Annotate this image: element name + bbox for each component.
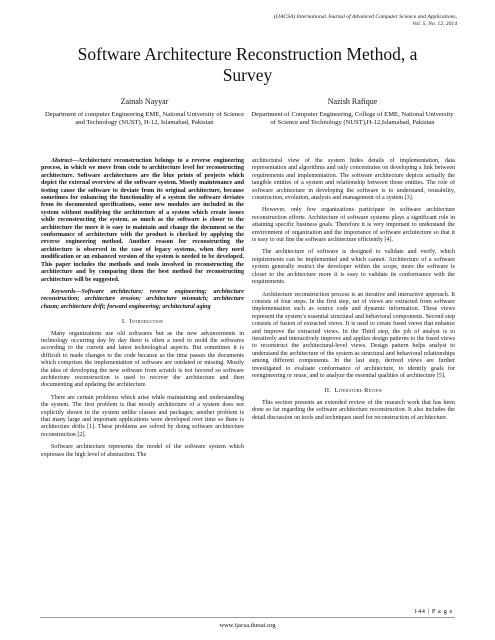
paper-title-line2: Survey (222, 65, 273, 85)
footer-divider (40, 617, 455, 618)
author-name: Zainab Nayyar (120, 97, 169, 106)
journal-volume: Vol. 5, No. 12, 2014 (412, 21, 457, 27)
keywords-text: Software architecture; reverse engineering; architecture reconstruction; architecture erosion; architecture mismatch; architecture chasm; architecture drift; forward engineering; architectural aging (41, 288, 244, 310)
left-column (41, 158, 244, 464)
page-number: 144 | P a g e (414, 608, 453, 615)
keywords-dash: — (75, 288, 82, 295)
author-block-2 (250, 98, 455, 128)
paper-title (40, 44, 455, 86)
author-name: Nazish Rafique (327, 97, 378, 106)
section-heading-introduction (41, 318, 244, 325)
abstract-dash: — (72, 158, 79, 164)
body-paragraph: Architecture reconstruction process is an iterative and interactive approach. It consists of four steps. In the first step, set of views are extracted from software implementation such as source code and dynamic information. These views represent the system’s essential structural and behavioral components. Second step consists of fusion of extracted views. It is used to create fused views that enhance and improve the extracted views. In the Third step, the job of analyst is to iteratively and interactively improve and applies design patterns to the fused views to reconstruct the architectural-level views. Design pattern helps analyst to understand the architecture of the system as structural and behavioral relationships among different components. In the last step, derived views are further investigated to evaluate conformance of architecture, to identify goals for reengineering or reuse, and to analyze the essential qualities of architecture [5]. (252, 291, 455, 379)
keywords-label: Keywords (51, 288, 76, 295)
body-paragraph: The architecture of software is designed to validate and verify, which requirements can be implemented and which cannot. Architecture of a software system generally restrict the developer within the scope, more the software is closer to the architecture more it is easy to validate its conformance with the requirements. (252, 249, 455, 286)
right-column (252, 158, 455, 427)
section-number: I. (121, 318, 127, 326)
author-affiliation: Department of Computer Engineering, College of EME, National University of Science and Technology (NUST),H-12,Islamabad, Pakistan (251, 111, 454, 127)
body-paragraph: However, only few organizations participate in software architecture reconstruction efforts. Architecture of software systems plays a significant role in attaining specific business goals. Therefore it is very important to understand the environment of organization and the importance of software architecture so that it is easy to out line the software architecture efficiently [4]. (252, 207, 455, 244)
author-affiliation: Department of computer Engineering EME, National University of Science and Technology (NUST), H-12, Islamabad, Pakistan (44, 111, 245, 127)
body-paragraph: architectural view of the system hides details of implementation, data representation and algorithms and only concentrates on developing a link between requirements and implementation. The software architecture depicts actually the tangible entities of a system and relationship between those entities. The role of software architecture in developing the software is to understand, reusability, construction, evolution, analysis and management of a system [3]. (252, 158, 455, 202)
body-paragraph: Software architecture represents the model of the software system which expresses the high level of abstraction. The (41, 444, 244, 458)
journal-name: (IJACSA) International Journal of Advanced Computer Science and Applications, (273, 14, 457, 20)
abstract (41, 158, 244, 284)
author-block-1 (42, 98, 247, 128)
paper-title-line1: Software Architecture Reconstruction Method, a (77, 44, 418, 64)
section-title: Literature Review (334, 387, 383, 395)
footer-url: www.ijacsa.thesai.org (219, 622, 276, 629)
body-paragraph: There are certain problems which arise while maintaining and understanding the system. The first problem is that mostly architecture of a system does not explicitly shown in the system unlike classes and packages; another problem is that many large and important applications were developed over time so there is architecture drifts [1]. These problems are solved by doing software architecture reconstruction [2]. (41, 394, 244, 438)
section-heading-literature-review (252, 387, 455, 394)
abstract-label: Abstract (51, 158, 72, 164)
keywords (41, 289, 244, 311)
abstract-text: Architecture reconstruction belongs to a reverse engineering process, in which we move from code to architecture level for reconstructing architecture. Software architectures are the blue prints of projects which depict the external overview of the software system. Mostly maintenance and testing cause the software to deviate from its original architecture, because sometimes for enhancing the functionality of a system the software deviates from its documented specifications, some new modules are included in the system without modifying the architecture of a system which create issues while reconstructing the system, as much as the software is closer to the architecture the more it is easy to maintain and change the document so the conformance of architecture with the product is checked by applying the reverse engineering method. Another reason for reconstructing the architecture is observed in the case of legacy systems, when they need modification or an enhanced version of the system is needed to be developed. This paper includes the methods and tools involved in reconstructing the architecture and by comparing them the best method for reconstructing architecture will be suggested. (41, 158, 244, 283)
body-paragraph: This section presents an extended review of the research work that has been done so far regarding the software architecture reconstruction. It also includes the detail discussion on tools and techniques used for reconstruction of architecture. (252, 399, 455, 421)
journal-header (157, 14, 457, 28)
body-paragraph: Many organizations use old softwares but as the new advancements in technology occurring day by day there is often a need to mold the softwares according to the current and latest technological aspects. But sometimes it is difficult to made changes to the code because as the time passes the documents which comprises the implementation of software are outdated or missing. Mostly the idea of developing the new software from scratch is not favored so software architecture reconstruction is used to recover the architecture and then documenting and updating the architecture. (41, 330, 244, 389)
section-number: II. (324, 387, 332, 395)
section-title: Introduction (129, 318, 164, 326)
